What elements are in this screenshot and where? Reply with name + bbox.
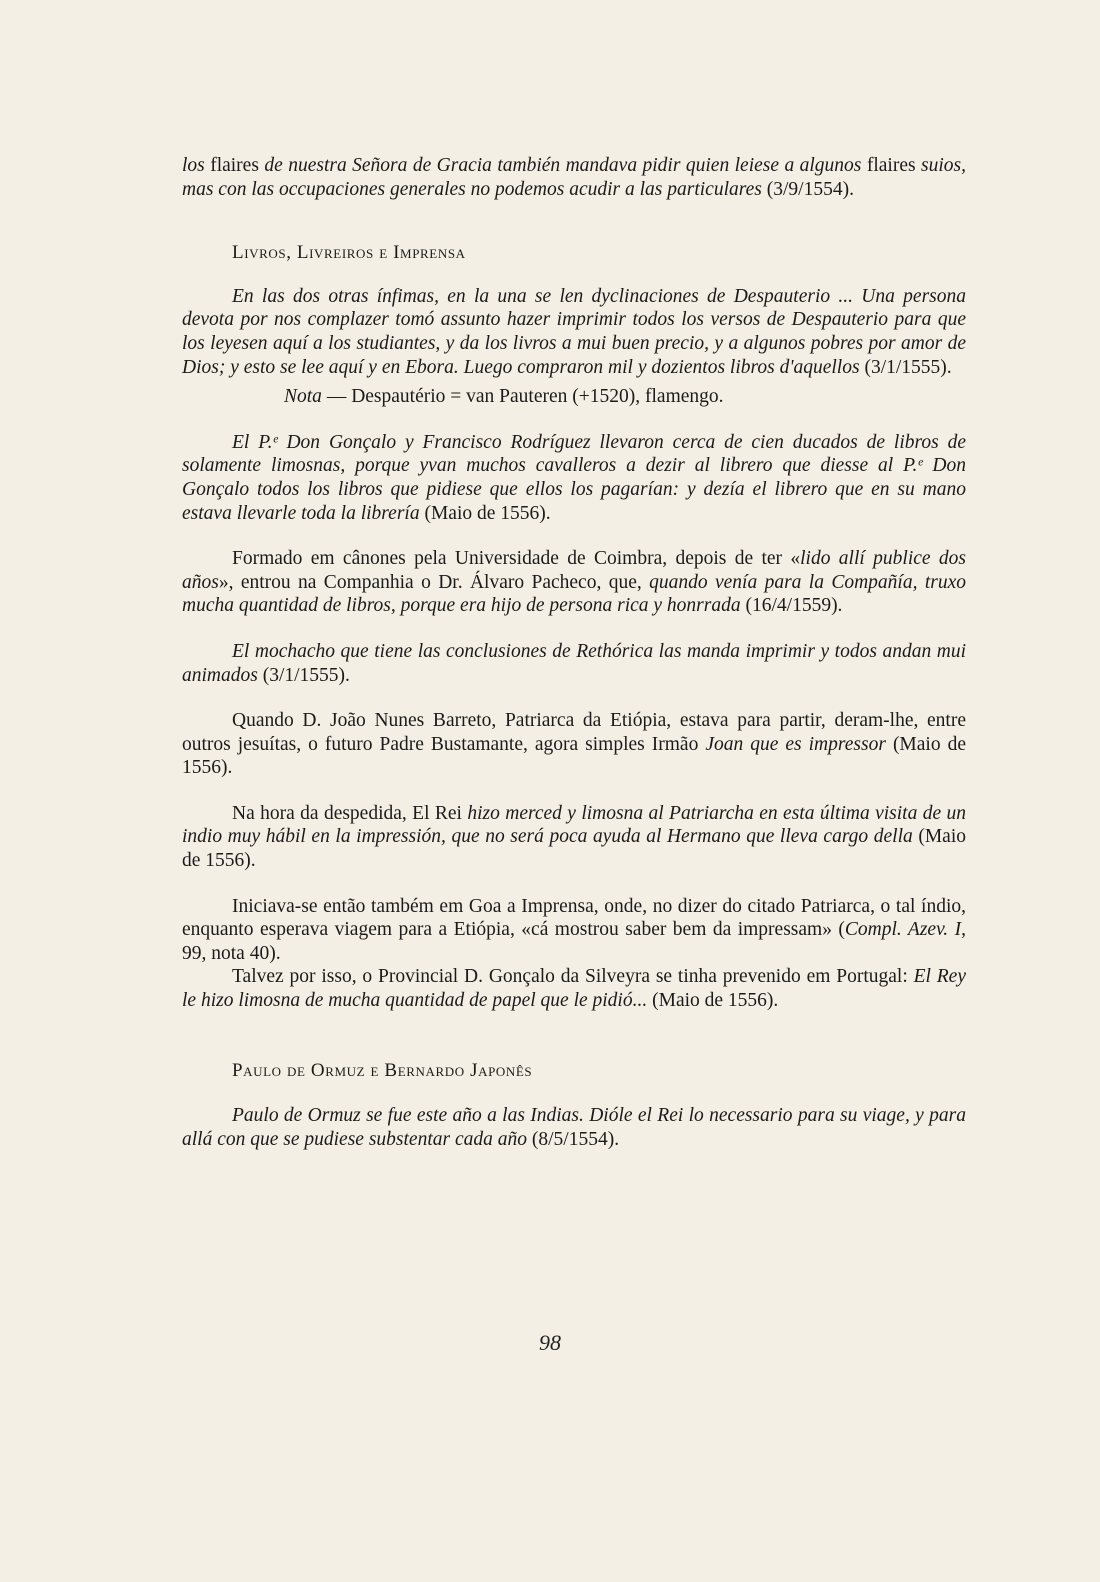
text-run: (8/5/1554). (527, 1128, 620, 1150)
paragraph (182, 285, 966, 379)
text-run: (Maio de 1556). (419, 502, 551, 524)
section-heading: Livros, Livreiros e Imprensa (232, 242, 466, 264)
italic-run: En las dos otras ínfimas, en la una se len dyclinaciones de Despauterio ... Una persona devota por nos complazer tomó assunto hazer imprimir todos los versos de Despauterio para que los leyesen aquí a los studiantes, y da los livros a mui buen precio, y a algunos pobres por amor de Dios; y esto se lee aquí y en Ebora. Luego compraron mil y dozientos libros d'aquellos (182, 285, 966, 378)
paragraph (182, 965, 966, 1012)
paragraph (182, 895, 966, 966)
text-run: — Despautério = van Pauteren (+1520), flamengo. (321, 386, 724, 408)
text-run: flaires (861, 155, 921, 176)
text-run: », entrou na Companhia o Dr. Álvaro Pacheco, que, (218, 571, 650, 593)
text-run: (3/1/1555). (257, 664, 350, 686)
page-body (182, 154, 966, 1151)
paragraph (182, 640, 966, 687)
italic-run: quando venía para la Compañía, truxo mucha quantidad de libros, porque era hijo de persona rica y honrrada (182, 571, 966, 617)
text-run: (Maio de 1556). (182, 733, 967, 779)
italic-run: hizo merced y limosna al Patriarcha en esta última visita de un indio muy hábil en la impressión, que no será poca ayuda al Hermano que lleva cargo della (182, 802, 966, 848)
text-run: (16/4/1559). (740, 595, 843, 617)
paragraph (182, 547, 966, 618)
paragraph (182, 802, 966, 873)
italic-run: suios, mas con las occupaciones generales no podemos acudir a las particulares (182, 155, 966, 200)
italic-run: El P.ᵉ Don Gonçalo y Francisco Rodríguez llevaron cerca de cien ducados de libros de solamente limosnas, porque yvan muchos cavalleros a dezir al librero que diesse al P.ᵉ Don Gonçalo todos los libros que pidiese que ellos los pagarían: y dezía el librero que en su mano estava llevarle toda la librería (182, 431, 966, 524)
text-run: Talvez por isso, o Provincial D. Gonçalo da Silveyra se tinha prevenido em Portugal: (232, 966, 914, 988)
text-run: (Maio de 1556). (647, 990, 779, 1012)
italic-run: lido allí publice dos años (182, 548, 966, 593)
page-number: 98 (539, 1330, 561, 1355)
paragraph (182, 1104, 966, 1151)
italic-run: El mochacho que tiene las conclusiones de Rethórica las manda imprimir y todos andan mui animados (182, 640, 966, 686)
italic-run: Nota (284, 386, 322, 408)
text-run: Formado em cânones pela Universidade de Coimbra, depois de ter « (232, 548, 801, 570)
text-run: 99, nota 40). (182, 942, 281, 964)
italic-run: de nuestra Señora de Gracia también mandava pidir quien leiese a algunos (264, 155, 862, 176)
text-run: Na hora da despedida, El Rei (232, 802, 468, 824)
paragraph (182, 431, 966, 525)
paragraph (182, 709, 966, 780)
text-run: (3/1/1555). (859, 356, 952, 378)
italic-run: los (182, 155, 205, 176)
italic-run: Paulo de Ormuz se fue este año a las Indias. Dióle el Rei lo necessario para su viage, y para allá con que se pudiese substentar cada año (182, 1105, 966, 1150)
italic-run: Joan que es impressor (705, 733, 886, 755)
text-run: Iniciava-se então também em Goa a Imprensa, onde, no dizer do citado Patriarca, o tal índio, enquanto esperava viagem para a Etiópia, «cá mostrou saber bem da impressam» ( (182, 895, 966, 941)
italic-run: El Rey le hizo limosna de mucha quantidad de papel que le pidió... (182, 966, 966, 1012)
text-run: (3/9/1554). (761, 178, 854, 200)
text-run: (Maio de 1556). (182, 826, 967, 872)
paragraph (182, 154, 966, 201)
italic-run: Compl. Azev. I, (844, 919, 966, 941)
text-run: flaires (204, 155, 265, 176)
section-heading: Paulo de Ormuz e Bernardo Japonês (232, 1059, 533, 1081)
text-run: Quando D. João Nunes Barreto, Patriarca da Etiópia, estava para partir, deram-lhe, entre outros jesuítas, o futuro Padre Bustamante, agora simples Irmão (182, 710, 966, 755)
footnote (182, 385, 966, 409)
